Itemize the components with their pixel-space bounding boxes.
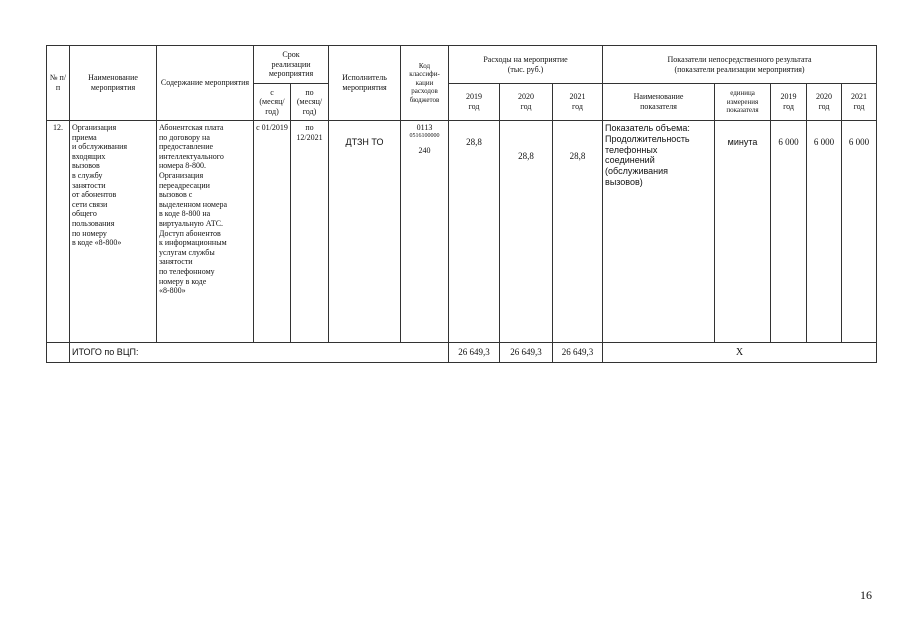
row-number: 12. [47, 121, 70, 343]
page-number: 16 [860, 588, 872, 602]
header-indicator-2019: 2019 год [771, 84, 807, 121]
header-expense-2021: 2021 год [553, 84, 603, 121]
row-expense-2020: 28,8 [500, 121, 553, 343]
header-indicators: Показатели непосредственного результата (показатели реализации мероприятия) [603, 46, 877, 84]
row-indicator-2021: 6 000 [842, 121, 877, 343]
header-expense-2019: 2019 год [449, 84, 500, 121]
header-period: Срок реализации мероприятия [254, 46, 329, 84]
header-expense-2020: 2020 год [500, 84, 553, 121]
header-period-from: с (месяц/ год) [254, 84, 291, 121]
total-label: ИТОГО по ВЦП: [70, 343, 449, 363]
row-expense-2019: 28,8 [449, 121, 500, 343]
total-row [47, 343, 877, 363]
header-indicator-2020: 2020 год [807, 84, 842, 121]
total-mark: Х [603, 343, 877, 363]
row-activity-name: Организация приема и обслуживания входящих вызовов в службу занятости от абонентов сети связи общего пользования по номеру в коде «8-800» [70, 121, 157, 343]
header-content: Содержание мероприятия [157, 46, 254, 121]
row-unit: минута [715, 121, 771, 343]
header-num: № п/п [47, 46, 70, 121]
total-expense-2020: 26 649,3 [500, 343, 553, 363]
program-table [46, 45, 877, 363]
row-budget-code: 0113 0516100000 240 [401, 121, 449, 343]
row-executor: ДТЗН ТО [329, 121, 401, 343]
header-indicator-name: Наименование показателя [603, 84, 715, 121]
header-executor: Исполнитель мероприятия [329, 46, 401, 121]
total-expense-2021: 26 649,3 [553, 343, 603, 363]
row-indicator-2020: 6 000 [807, 121, 842, 343]
header-indicator-2021: 2021 год [842, 84, 877, 121]
header-unit: единица измерения показателя [715, 84, 771, 121]
header-name: Наименование мероприятия [70, 46, 157, 121]
row-period-to: по 12/2021 [291, 121, 329, 343]
row-indicator-name: Показатель объема: Продолжительность телефонных соединений (обслуживания вызовов) [603, 121, 715, 343]
header-row-1 [47, 46, 877, 84]
table-row [47, 121, 877, 343]
header-code: Код классифи- кации расходов бюджетов [401, 46, 449, 121]
row-indicator-2019: 6 000 [771, 121, 807, 343]
row-activity-content: Абонентская плата по договору на предоставление интеллектуального номера 8-800. Организация переадресации вызовов с выделенном номера в коде 8-800 на виртуальную АТС. Доступ абонентов к информационным услугам службы занятости по телефонному номеру в коде «8-800» [157, 121, 254, 343]
row-period-from: с 01/2019 [254, 121, 291, 343]
header-period-to: по (месяц/ год) [291, 84, 329, 121]
header-expenses: Расходы на мероприятие (тыс. руб.) [449, 46, 603, 84]
total-empty-cell [47, 343, 70, 363]
total-expense-2019: 26 649,3 [449, 343, 500, 363]
row-expense-2021: 28,8 [553, 121, 603, 343]
